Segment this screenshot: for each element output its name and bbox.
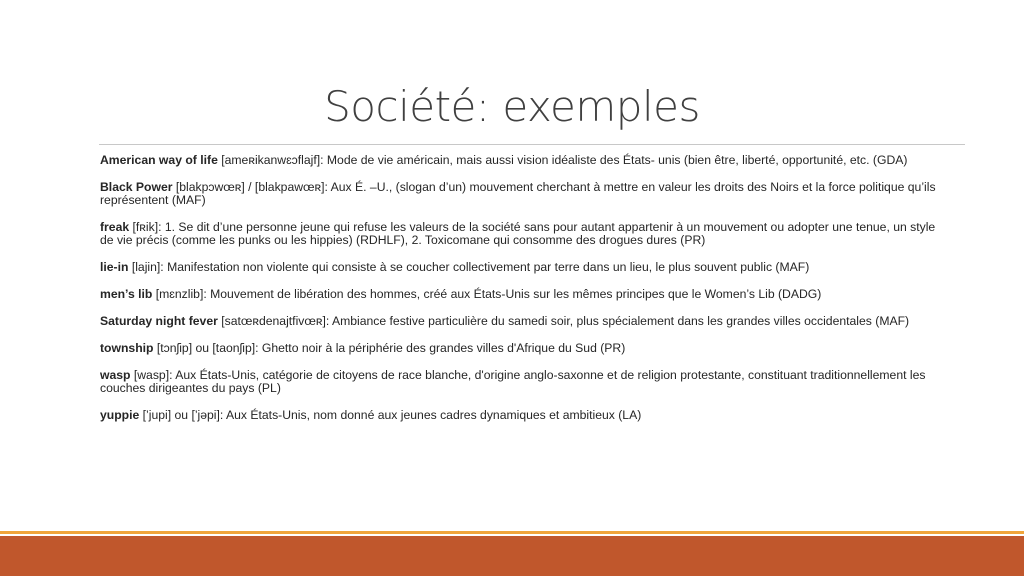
footer-bar bbox=[0, 536, 1024, 576]
entry-term: freak bbox=[100, 220, 130, 234]
definition-entry bbox=[100, 154, 950, 167]
entry-definition: [ameʀikanwɛɔflajf]: Mode de vie américain, mais aussi vision idéaliste des États- unis (bien être, liberté, opportunité, etc. (GDA) bbox=[217, 153, 908, 167]
definition-entry bbox=[100, 315, 950, 328]
entry-definition: [lajin]: Manifestation non violente qui consiste à se coucher collectivement par terre dans un lieu, le plus souvent public (MAF) bbox=[128, 260, 810, 274]
title-divider bbox=[99, 144, 965, 145]
entry-term: Black Power bbox=[100, 180, 173, 194]
definition-entry bbox=[100, 261, 950, 274]
entry-definition: [mɛnzlib]: Mouvement de libération des hommes, créé aux États-Unis sur les mêmes principes que le Women’s Lib (DADG) bbox=[152, 287, 822, 301]
entry-definition: [’jupi] ou [’jəpi]: Aux États-Unis, nom donné aux jeunes cadres dynamiques et ambitieux (LA) bbox=[139, 408, 642, 422]
entry-term: men’s lib bbox=[100, 287, 153, 301]
entry-term: wasp bbox=[100, 368, 131, 382]
footer-accent-line bbox=[0, 531, 1024, 534]
entry-term: yuppie bbox=[100, 408, 140, 422]
definitions-list bbox=[100, 154, 950, 436]
entry-term: American way of life bbox=[100, 153, 218, 167]
entry-definition: [blakpɔwœʀ] / [blakpawœʀ]: Aux É. –U., (slogan d’un) mouvement cherchant à mettre en valeur les droits des Noirs et la force politique qu’ils représentent (MAF) bbox=[100, 180, 936, 207]
entry-term: township bbox=[100, 341, 154, 355]
entry-definition: [satœʀdenajtfivœʀ]: Ambiance festive particulière du samedi soir, plus spécialement dans les grandes villes occidentales (MAF) bbox=[217, 314, 910, 328]
definition-entry bbox=[100, 181, 950, 207]
definition-entry bbox=[100, 409, 950, 422]
slide-title: Société: exemples bbox=[324, 82, 700, 131]
entry-definition: [tɔnʃip] ou [taonʃip]: Ghetto noir à la périphérie des grandes villes d'Afrique du Sud (PR) bbox=[153, 341, 626, 355]
entry-definition: [fʀik]: 1. Se dit d’une personne jeune qui refuse les valeurs de la société sans pour autant appartenir à un mouvement ou adopter une tenue, un style de vie précis (comme les punks ou les hippies) (RDHLF), 2. Toxicomane qui consomme des drogues dures (PR) bbox=[100, 220, 936, 247]
definition-entry bbox=[100, 342, 950, 355]
definition-entry bbox=[100, 221, 950, 247]
definition-entry bbox=[100, 288, 950, 301]
entry-term: lie-in bbox=[100, 260, 129, 274]
entry-definition: [wasp]: Aux États-Unis, catégorie de citoyens de race blanche, d'origine anglo-saxonne et de religion protestante, constituant traditionnellement les couches dirigeantes du pays (PL) bbox=[100, 368, 926, 395]
entry-term: Saturday night fever bbox=[100, 314, 218, 328]
definition-entry bbox=[100, 369, 950, 395]
